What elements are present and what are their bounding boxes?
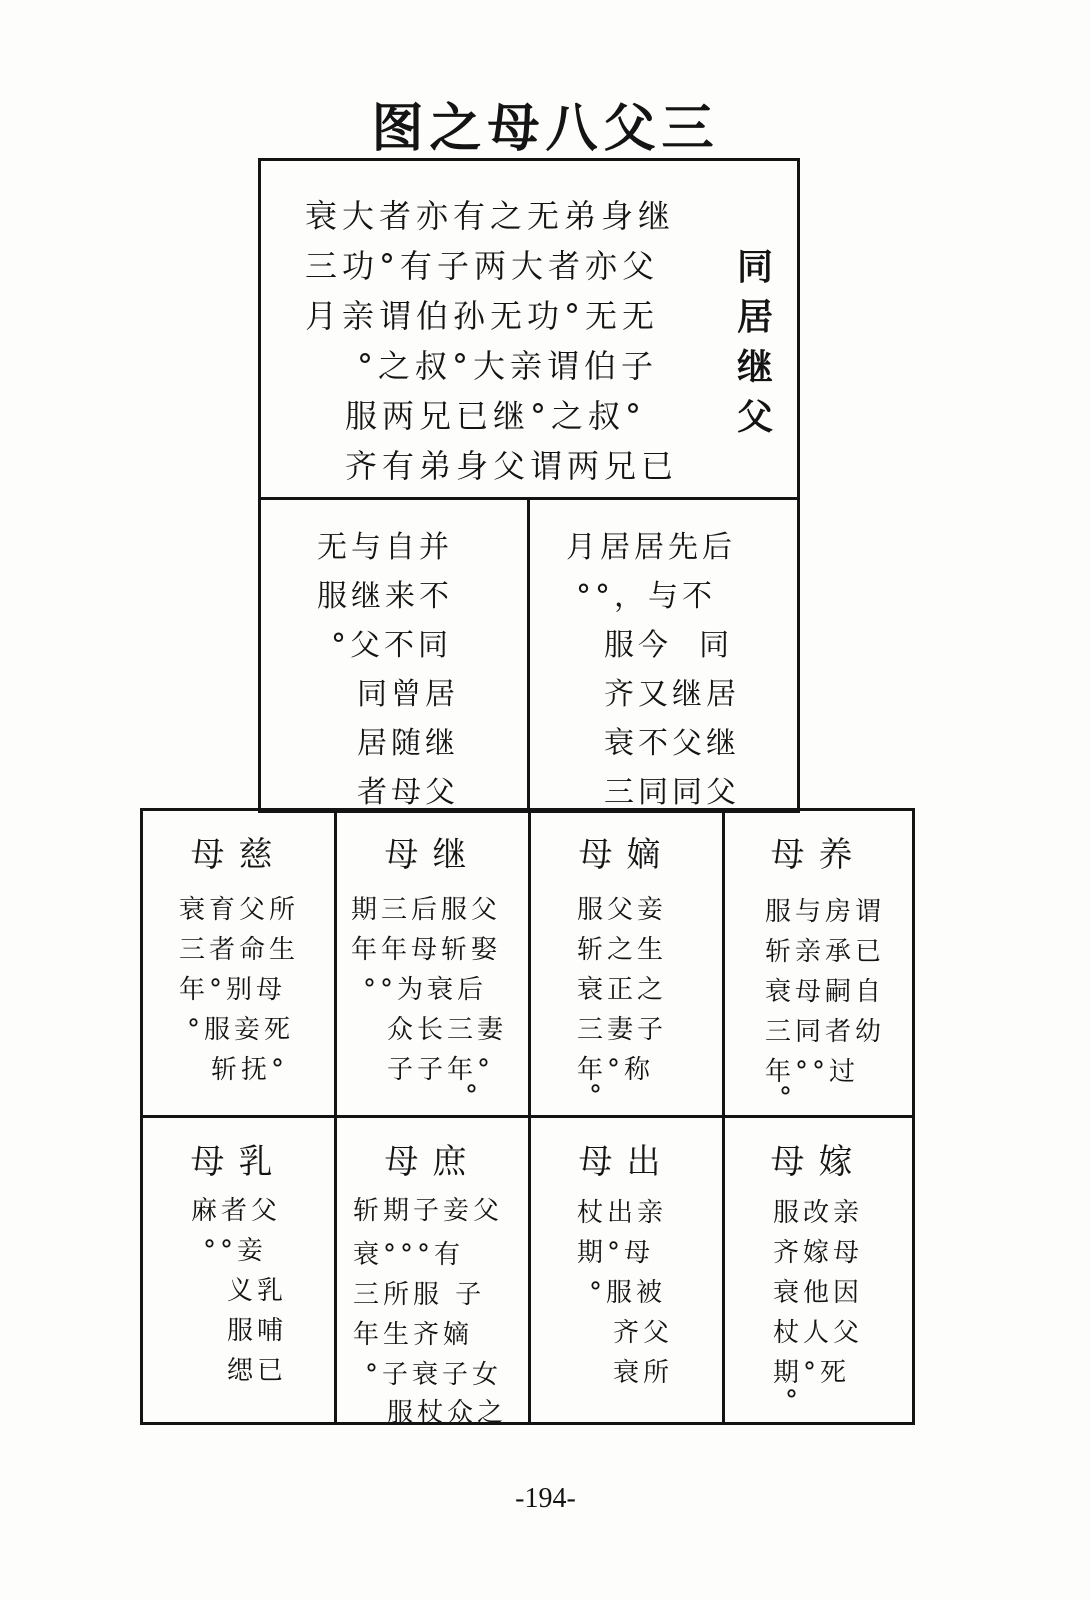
- cell-line: 年生齐嫡: [353, 1320, 474, 1350]
- cell-line: 年°别母: [179, 975, 287, 1005]
- top-box-tong-ju-ji-fu: [258, 158, 800, 500]
- mid-right-line-3: 服今 同: [604, 628, 734, 663]
- cell-line: °服妾死: [187, 1015, 295, 1045]
- top-label-1: 同: [737, 247, 779, 288]
- mid-left-box: [258, 497, 530, 813]
- top-label-2: 居: [737, 297, 779, 338]
- cell-line: 服与房谓: [765, 897, 886, 927]
- cell-line: 斩亲承已: [765, 937, 886, 967]
- cell-line: 斩之生: [577, 935, 668, 965]
- cell-line: 子子年°: [387, 1055, 495, 1085]
- cell-line: °: [779, 1083, 796, 1113]
- cell-line: 服哺: [227, 1316, 288, 1346]
- cell-line: 齐嫁母: [773, 1238, 864, 1268]
- cell-title: 母慈: [190, 835, 287, 875]
- cell-line: 杖出亲: [577, 1198, 668, 1228]
- cell-line: °: [465, 1081, 482, 1111]
- mid-right-line-1: 月居居先后: [566, 530, 736, 565]
- mid-right-line-6: 三同同父: [604, 775, 740, 810]
- cell-di-mu: [528, 808, 725, 1118]
- cell-line: 齐父: [613, 1318, 674, 1348]
- cell-title: 母庶: [384, 1142, 481, 1182]
- cell-line: °: [589, 1081, 606, 1111]
- cell-line: 期°母: [577, 1238, 655, 1268]
- cell-line: 三所服 子: [353, 1280, 486, 1310]
- cell-line: 服父妾: [577, 895, 668, 925]
- top-line-1: 衰大者亦有之无弟身继: [305, 197, 676, 235]
- cell-title: 母乳: [190, 1142, 287, 1182]
- cell-line: °°为衰后: [363, 975, 488, 1005]
- cell-line: 三者命生: [179, 935, 300, 965]
- mid-right-line-2: °°，与不: [576, 579, 716, 614]
- cell-line: 衰正之: [577, 975, 668, 1005]
- cell-line: °子衰子女: [365, 1360, 503, 1390]
- cell-jia-mu: [722, 1115, 915, 1425]
- cell-line: 服改亲: [773, 1198, 864, 1228]
- cell-line: 缌已: [227, 1356, 288, 1386]
- cell-title: 母继: [384, 835, 481, 875]
- mid-right-box: [527, 497, 800, 813]
- cell-line: 三妻子: [577, 1015, 668, 1045]
- top-line-5: 服两兄已继°之叔°: [345, 397, 647, 435]
- cell-title: 母嫡: [578, 835, 675, 875]
- cell-line: 年年母斩娶: [351, 935, 502, 965]
- mid-left-line-2: 服继来不: [317, 579, 453, 614]
- top-line-2: 三功°有子两大者亦父: [305, 247, 660, 285]
- cell-line: 年°°过: [765, 1057, 860, 1087]
- top-label-3: 继: [737, 347, 779, 388]
- cell-line: 期°死: [773, 1358, 851, 1388]
- cell-line: 斩期子妾父: [353, 1196, 504, 1226]
- cell-line: 衰°°°有: [353, 1240, 465, 1270]
- cell-title: 母养: [770, 835, 867, 875]
- cell-shu-mu: [334, 1115, 531, 1428]
- cell-ji-mu: [334, 808, 531, 1118]
- cell-title: 母出: [578, 1142, 675, 1182]
- mid-right-line-4: 齐又继居: [604, 677, 740, 712]
- cell-title: 母嫁: [770, 1142, 867, 1182]
- cell-line: °°妾: [203, 1236, 268, 1266]
- cell-line: 斩抚°: [211, 1055, 289, 1085]
- cell-yang-mu: [722, 808, 915, 1118]
- cell-line: °: [785, 1386, 802, 1416]
- cell-line: 衰母嗣自: [765, 977, 886, 1007]
- cell-ru-mu: [140, 1115, 337, 1425]
- cell-line: 三同者幼: [765, 1017, 886, 1047]
- cell-line: 衰所: [613, 1358, 674, 1388]
- cell-line: 期三后服父: [351, 895, 502, 925]
- mid-left-line-4: 同曾居: [357, 677, 459, 712]
- cell-line: 衰育父所: [179, 895, 300, 925]
- cell-line: 衰他因: [773, 1278, 864, 1308]
- top-line-3: 月亲谓伯孙无功°无无: [305, 297, 660, 335]
- page-number: -194-: [515, 1483, 576, 1514]
- cell-line: 麻者父: [191, 1196, 282, 1226]
- mid-right-line-5: 衰不父继: [604, 726, 740, 761]
- page-title: 图之母八父三: [371, 99, 720, 159]
- top-line-4: °之叔°大亲谓伯子: [357, 347, 659, 385]
- cell-line: 杖人父: [773, 1318, 864, 1348]
- cell-line: °服被: [589, 1278, 667, 1308]
- mid-left-line-1: 无与自并: [317, 530, 453, 565]
- cell-line: 义乳: [227, 1276, 288, 1306]
- mid-left-line-5: 居随继: [357, 726, 459, 761]
- mid-left-line-3: °父不同: [331, 628, 452, 663]
- cell-ci-mu: [140, 808, 337, 1118]
- cell-chu-mu: [528, 1115, 725, 1425]
- top-label-4: 父: [737, 397, 779, 438]
- cell-line: 众长三妻: [387, 1015, 508, 1045]
- cell-line: 服杖众之: [387, 1398, 508, 1428]
- cell-line: 年°称: [577, 1055, 655, 1085]
- mid-left-line-6: 者母父: [357, 775, 459, 810]
- top-line-6: 齐有弟身父谓两兄已: [345, 447, 679, 485]
